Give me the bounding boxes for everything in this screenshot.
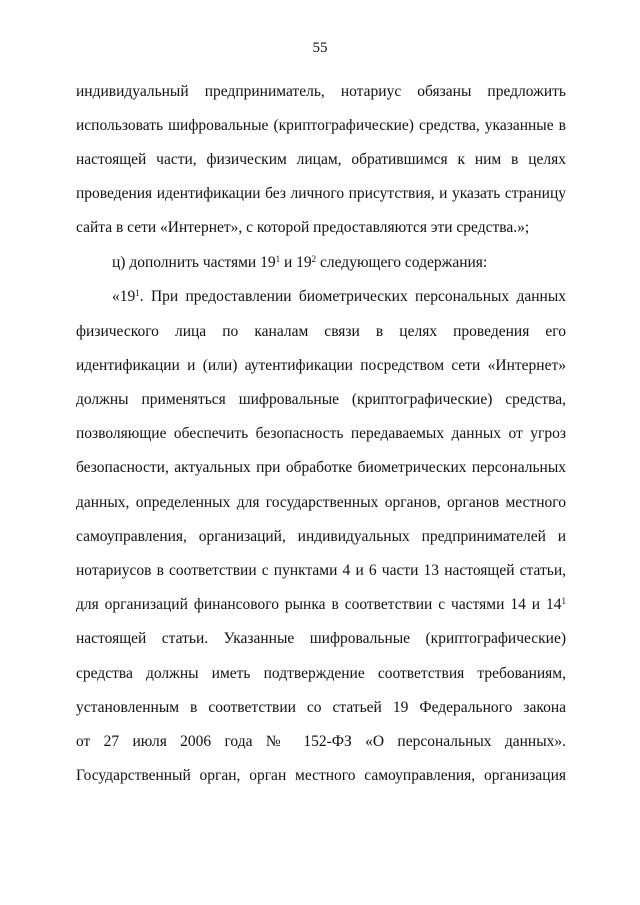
text-line: [112, 287, 566, 307]
text-segment: и 19: [280, 254, 312, 271]
text-segment: для организаций финансового рынка в соответствии с частями 14 и 14: [76, 596, 562, 613]
text-line: физического лица по каналам связи в целях проведения его: [76, 323, 566, 340]
text-line: самоуправления, организаций, индивидуальных предпринимателей и: [76, 528, 566, 545]
superscript: 2: [311, 254, 317, 265]
text-segment: «19: [112, 288, 136, 305]
text-line: настоящей части, физическим лицам, обратившимся к ним в целях: [76, 151, 566, 168]
text-line: средства должны иметь подтверждение соответствия требованиям,: [76, 665, 566, 682]
text-line: проведения идентификации без личного присутствия, и указать страницу: [76, 185, 566, 202]
text-line: идентификации и (или) аутентификации посредством сети «Интернет»: [76, 357, 566, 374]
text-line: установленным в соответствии со статьей 19 Федерального закона: [76, 699, 566, 716]
text-segment: ц) дополнить частями 19: [112, 254, 276, 271]
text-line: Государственный орган, орган местного самоуправления, организация: [76, 767, 566, 784]
text-segment: следующего содержания:: [316, 254, 488, 271]
text-line: сайта в сети «Интернет», с которой предоставляются эти средства.»;: [76, 219, 530, 236]
text-line: настоящей статьи. Указанные шифровальные (криптографические): [76, 630, 566, 647]
superscript: 1: [561, 596, 566, 607]
text-line: данных, определенных для государственных органов, органов местного: [76, 494, 566, 511]
text-line: использовать шифровальные (криптографические) средства, указанные в: [76, 117, 566, 134]
text-line: нотариусов в соответствии с пунктами 4 и 6 части 13 настоящей статьи,: [76, 562, 566, 579]
text-line: [112, 253, 566, 273]
page-number: 55: [312, 40, 328, 56]
superscript: 1: [275, 254, 281, 265]
text-line: [76, 595, 566, 615]
superscript: 1: [135, 288, 140, 299]
text-line: должны применяться шифровальные (криптографические) средства,: [76, 391, 566, 408]
text-line: от 27 июля 2006 года № 152-ФЗ «О персональных данных».: [76, 733, 566, 750]
text-line: безопасности, актуальных при обработке биометрических персональных: [76, 459, 566, 476]
text-line: индивидуальный предприниматель, нотариус обязаны предложить: [76, 83, 566, 100]
text-line: позволяющие обеспечить безопасность передаваемых данных от угроз: [76, 425, 566, 442]
text-segment: . При предоставлении биометрических персональных данных: [139, 288, 566, 305]
